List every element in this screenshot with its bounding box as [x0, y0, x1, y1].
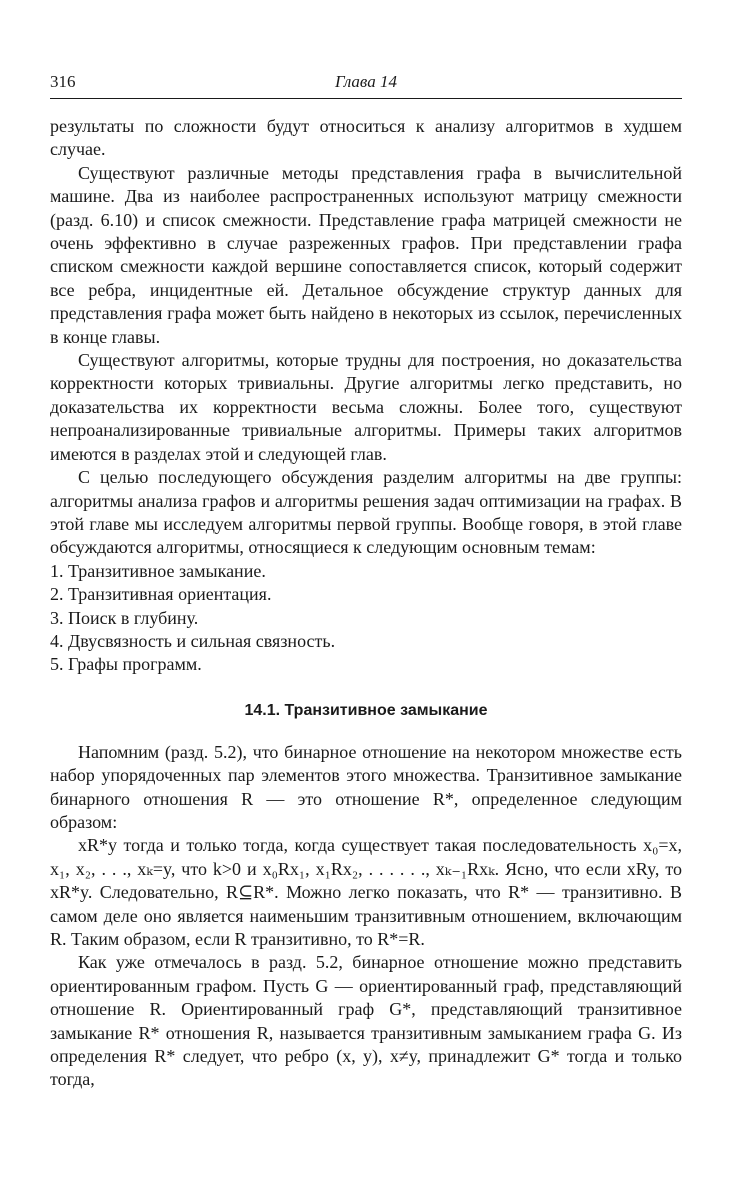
paragraph-graph-representation: Существуют различные методы представления графа в вычислительной машине. Два из наиболее распространенных используют матрицу смежности (разд. 6.10) и список смежности. Представление графа матрицей смежности не очень эффективно в случае разреженных графов. При представлении графа списком смежности каждой вершине сопоставляется список, который содержит все ребра, инцидентные ей. Детальное обсуждение структур данных для представления графа может быть найдено в некоторых из ссылок, перечисленных в конце главы.: [50, 162, 682, 347]
topic-list: [50, 560, 682, 677]
list-item: 3. Поиск в глубину.: [50, 607, 199, 628]
body-text: [50, 115, 682, 1092]
running-head: [50, 72, 682, 98]
paragraph-closure-definition: xR*y тогда и только тогда, когда существует такая последовательность x₀=x, x₁, x₂, . . ., xₖ=y, что k>0 и x₀Rx₁, x₁Rx₂, . . . . . ., xₖ₋₁Rxₖ. Ясно, что если xRy, то xR*y. Следовательно, R⊆R*. Можно легко показать, что R* — транзитивно. В самом деле оно является наименьшим транзитивным отношением, включающим R. Таким образом, если R транзитивно, то R*=R.: [50, 835, 682, 949]
page-number: 316: [50, 72, 76, 91]
paragraph-algorithm-correctness: Существуют алгоритмы, которые трудны для построения, но доказательства корректности которых тривиальны. Другие алгоритмы легко представить, но доказательства их корректности весьма сложны. Более того, существуют непроанализированные тривиальные алгоритмы. Примеры таких алгоритмов имеются в разделах этой и следующей глав.: [50, 350, 682, 464]
paragraph-algorithm-groups: С целью последующего обсуждения разделим алгоритмы на две группы: алгоритмы анализа графов и алгоритмы решения задач оптимизации на графах. В этой главе мы исследуем алгоритмы первой группы. Вообще говоря, в этой главе обсуждаются алгоритмы, относящиеся к следующим основным темам:: [50, 467, 682, 558]
list-item: 2. Транзитивная ориентация.: [50, 584, 272, 605]
list-item: 4. Двусвязность и сильная связность.: [50, 630, 336, 651]
paragraph-binary-relation: Напомним (разд. 5.2), что бинарное отношение на некотором множестве есть набор упорядоченных пар элементов этого множества. Транзитивное замыкание бинарного отношения R — это отношение R*, определенное следующим образом:: [50, 741, 682, 832]
list-item: 5. Графы программ.: [50, 654, 202, 675]
paragraph-continuation: результаты по сложности будут относиться к анализу алгоритмов в худшем случае.: [50, 116, 682, 160]
header-rule: [50, 98, 682, 99]
section-heading: 14.1. Транзитивное замыкание: [244, 701, 488, 719]
book-page: [50, 72, 682, 1092]
paragraph-directed-graph: Как уже отмечалось в разд. 5.2, бинарное отношение можно представить ориентированным графом. Пусть G — ориентированный граф, представляющий отношение R. Ориентированный граф G*, представляющий транзитивное замыкание R* отношения R, называется транзитивным замыканием графа G. Из определения R* следует, что ребро (x, y), x≠y, принадлежит G* тогда и только тогда,: [50, 952, 682, 1090]
list-item: 1. Транзитивное замыкание.: [50, 560, 266, 581]
chapter-label: Глава 14: [335, 72, 397, 91]
